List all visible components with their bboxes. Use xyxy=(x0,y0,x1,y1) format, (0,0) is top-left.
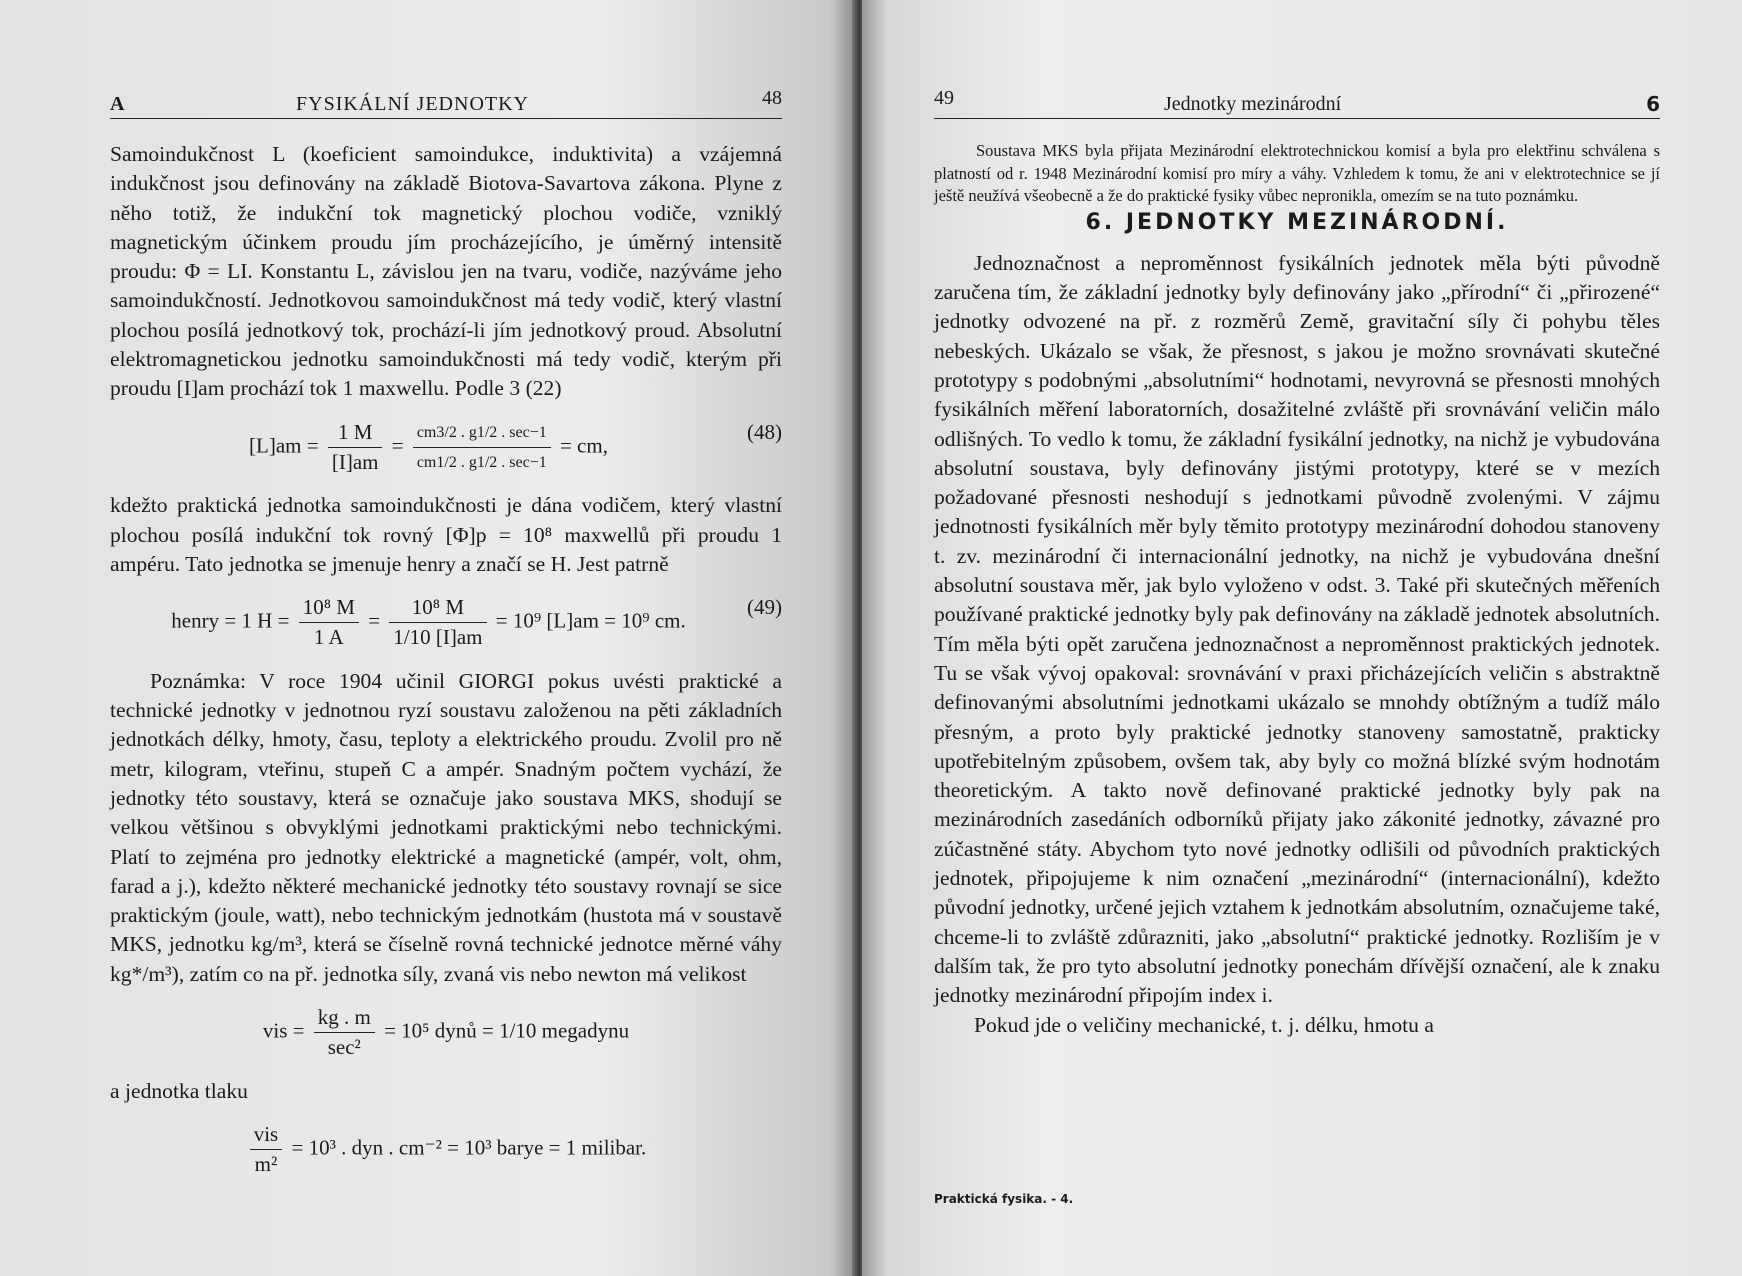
denominator: 1/10 [I]am xyxy=(393,625,483,650)
denominator: sec² xyxy=(327,1035,361,1060)
equation-number: (49) xyxy=(747,595,782,620)
page-number: 49 xyxy=(934,87,954,109)
fraction xyxy=(389,593,486,653)
equation-term: = cm, xyxy=(559,433,608,458)
equation-term: vis = xyxy=(262,1018,305,1043)
header-title: FYSIKÁLNÍ JEDNOTKY xyxy=(296,93,529,115)
numerator: cm3/2 . g1/2 . sec−1 xyxy=(413,418,551,448)
paragraph: kdežto praktická jednotka samoindukčnosti je dána vodičem, který vlastní plochou posílá indukční tok rovný [Φ]p = 10⁸ maxwellů při proudu 1 ampéru. Tato jednotka se jmenuje henry a značí se H. Jest patrně xyxy=(110,493,782,576)
paragraph: Pokud jde o veličiny mechanické, t. j. délku, hmotu a xyxy=(974,1012,1434,1037)
equation-term: = 10³ . dyn . cm⁻² = 10³ barye = 1 milibar. xyxy=(291,1135,647,1160)
fraction xyxy=(413,418,551,478)
right-running-header xyxy=(934,86,1660,119)
fraction xyxy=(328,418,383,478)
paragraph: a jednotka tlaku xyxy=(110,1078,248,1103)
denominator: cm1/2 . g1/2 . sec−1 xyxy=(416,453,547,471)
page-number: 48 xyxy=(762,87,782,109)
denominator: 1 A xyxy=(313,625,344,650)
section-heading: 6. JEDNOTKY MEZINÁRODNÍ. xyxy=(1085,209,1509,235)
equation-term: [L]am = xyxy=(249,433,319,458)
equation-49: henry = 1 H = $\frac{\text{10⁸ M}}{1 A}$ = $\frac{\text{10⁸ M}}{1/10 [I]am}$ = 10⁹ [L]am = 10⁹ cm. (49) xyxy=(110,593,782,653)
left-page xyxy=(0,0,855,1276)
numerator: vis xyxy=(250,1120,283,1150)
denominator: m² xyxy=(254,1152,278,1177)
numerator: 10⁸ M xyxy=(389,593,486,623)
right-body xyxy=(934,140,1660,1040)
left-running-header xyxy=(110,86,782,119)
equation-term: henry = 1 H = xyxy=(171,608,290,633)
paragraph: Poznámka: V roce 1904 učinil GIORGI pokus uvésti praktické a technické jednotky v jednotnou ryzí soustavu založenou na pěti základních jednotkách délky, hmoty, času, teploty a elektrického proudu. Zvolil pro ně metr, kilogram, vteřinu, stupeň C a ampér. Snadným počtem vychází, že jednotky této soustavy, která se označuje jako soustava MKS, shodují se velkou většinou s obvyklými jednotkami praktickými nebo technickými. Platí to zejména pro jednotky elektrické a magnetické (ampér, volt, ohm, farad a j.), kdežto některé mechanické jednotky této soustavy rovnají se sice praktickým (joule, watt), nebo technickým jednotkám (hustota má v soustavě MKS, jednotku kg/m³, která se číselně rovná technické jednotce měrné váhy kg*/m³), zatím co na př. jednotka síly, zvaná vis nebo newton má velikost xyxy=(110,668,782,986)
equation-vis xyxy=(110,1003,782,1063)
paragraph: Jednoznačnost a neproměnnost fysikálních jednotek měla býti původně zaručena tím, že základní jednotky byly definovány jako „přírodní“ či „přirozené“ jednotky odvozené na př. z rozměrů Země, gravitační síly či pohybu těles nebeských. Ukázalo se však, že přesnost, s jakou je možno srovnávati skutečné prototypy s podobnými „absolutními“ hodnotami, nevyrovná se přesnosti mnohých fysikálních měření laboratorních, dosažitelné zvláště při srovnávání veličin málo odlišných. To vedlo k tomu, že základní fysikální jednotky, na nichž je vybudována absolutní soustava, byly definovány jistými prototypy, které se v mezích požadované přesnosti neshodují s jednotkami původně zvolenými. V zájmu jednotnosti fysikálních měr byly těmito prototypy mezinárodní dohodou stanoveny t. zv. mezinárodní či internacionální jednotky, na nichž je vybudována dnešní absolutní soustava měr, jak bylo vyloženo v odst. 3. Také při skutečných měřeních používané praktické jednotky byly pak definovány na základě jednotek absolutních. Tím měla býti opět zaručena jednoznačnost a neproměnnost praktických jednotek. Tu se však vývoj opakoval: srovnávání v praxi přicházejících veličin s abstraktně definovanými absolutními jednotkami ukázalo se mnohdy obtížným a tudíž málo přesným, a proto byly praktické jednotky stanoveny samostatně, prakticky upotřebitelným způsobem, ovšem tak, aby byly co možná blízké svým hodnotám theoretickým. A takto nově definované praktické jednotky byly pak na mezinárodních zasedáních odborníků přijaty jako zákonité jednotky, závazné pro zúčastněné státy. Abychom tyto nové jednotky odlišili od původních praktických jednotek, připojujeme k nim označení „mezinárodní“ (internacionální), kdežto původní jednotky, určené jejich vztahem k jednotkám absolutním, označujeme také, chceme-li to zvláště zdůrazniti, jako „absolutní“ praktické jednotky. Rozliším je v dalším tak, že pro tyto absolutní jednotky ponechám dřívější označení, ale k znaku jednotky mezinárodní připojím index i. xyxy=(934,250,1660,1008)
equation-term: = 10⁵ dynů = 1/10 megadynu xyxy=(384,1018,630,1043)
numerator: 10⁸ M xyxy=(299,593,359,623)
header-section-number: 6 xyxy=(1646,92,1660,116)
header-title: Jednotky mezinárodní xyxy=(1164,93,1342,115)
right-page xyxy=(862,0,1742,1276)
numerator: 1 M xyxy=(328,418,383,448)
header-section-letter: A xyxy=(110,93,125,115)
fraction xyxy=(314,1003,375,1063)
left-body xyxy=(110,140,782,1194)
equation-pressure xyxy=(110,1120,782,1180)
paragraph: Samoindukčnost L (koeficient samoindukce, induktivita) a vzájemná indukčnost jsou definovány na základě Biotova-Savartova zákona. Plyne z něho totiž, že indukční tok magnetický plochou vodiče, vzniklý magnetickým účinkem proudu jím procházejícího, je úměrný intensitě proudu: Φ = LI. Konstantu L, závislou jen na tvaru, vodiče, nazýváme jeho samoindukčností. Jednotkovou samoindukčnost má tedy vodič, který vlastní plochou posílá jednotkový tok, prochází-li jím jednotkový proud. Absolutní elektromagnetickou jednotku samoindukčnosti má tedy vodič, kterým při proudu [I]am prochází tok 1 maxwellu. Podle 3 (22) xyxy=(110,142,782,401)
equation-number: (48) xyxy=(747,419,782,444)
fraction xyxy=(299,593,359,653)
fraction xyxy=(250,1120,283,1180)
footnote-remark: Soustava MKS byla přijata Mezinárodní elektrotechnickou komisí a byla pro elektřinu schválena s platností od r. 1948 Mezinárodní komisí pro míry a váhy. Vzhledem k tomu, že ani v elektrotechnice se jí ještě neužívá všeobecně a že do praktické fysiky vůbec nepronikla, omezím se na tuto poznámku. xyxy=(934,141,1660,205)
equation-term: = 10⁹ [L]am = 10⁹ cm. xyxy=(495,608,686,633)
signature-footer: Praktická fysika. - 4. xyxy=(934,1192,1074,1206)
equation-48: [L]am = $\frac{1 M}{[I]am}$ = $\frac{cm3/2 . g1/2 . \sec-1}{cm1/2 . g1/2 . \sec-1}$ = cm, (48) xyxy=(110,418,782,478)
numerator: kg . m xyxy=(314,1003,375,1033)
denominator: [I]am xyxy=(331,449,379,474)
